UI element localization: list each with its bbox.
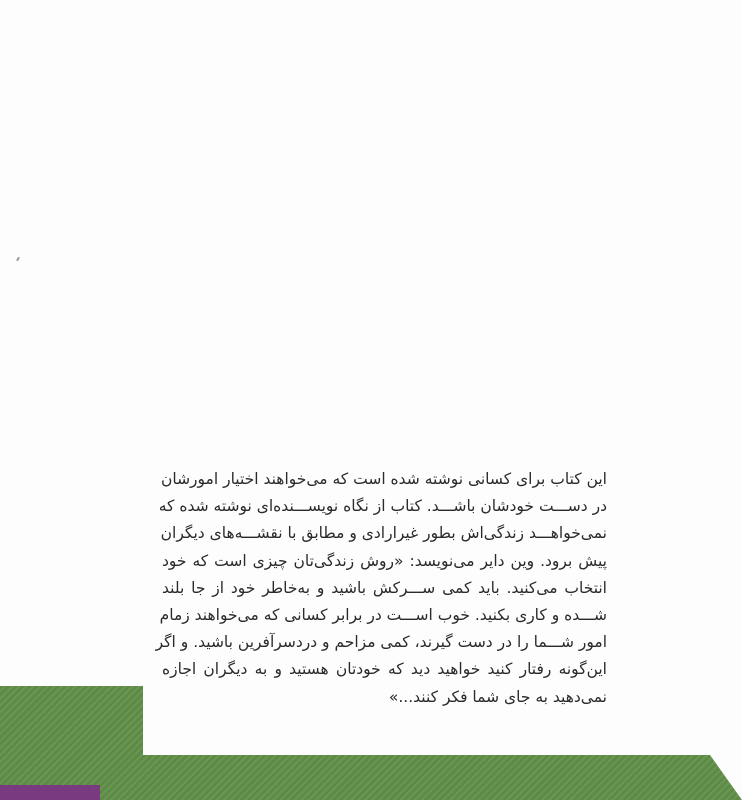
purple-decorative-block	[0, 785, 100, 800]
blurb-line: نمی‌دهید به جای شما فکر کنند...»	[388, 687, 607, 706]
blurb-line: شـــده و کاری بکنید. خوب اســـت در برابر کسانی که می‌خواهند زمام	[159, 605, 607, 624]
blurb-line: نمی‌خواهـــد زندگی‌اش بطور غیرارادی و مطابق با نقشـــه‌های دیگران	[160, 524, 607, 543]
scan-speck	[16, 257, 20, 261]
blurb-line: امور شـــما را در دست گیرند، کمی مزاحم و دردسرآفرین باشید. و اگر	[155, 633, 607, 652]
back-cover-blurb	[155, 466, 607, 711]
blurb-line: انتخاب می‌کنید. باید کمی ســـرکش باشید و به‌خاطر خود از جا بلند	[162, 578, 607, 597]
blurb-line: این کتاب برای کسانی نوشته شده است که می‌خواهند اختیار امورشان	[160, 470, 607, 488]
blurb-line: این‌گونه رفتار کنید خواهید دید که خودتان هستید و به دیگران اجازه	[162, 660, 607, 679]
blurb-line: در دســـت خودشان باشـــد. کتاب از نگاه نویســـنده‌ای نوشته شده که	[158, 497, 607, 516]
blurb-line: پیش برود. وین دایر می‌نویسد: «روش زندگی‌تان چیزی است که خود	[162, 551, 607, 570]
